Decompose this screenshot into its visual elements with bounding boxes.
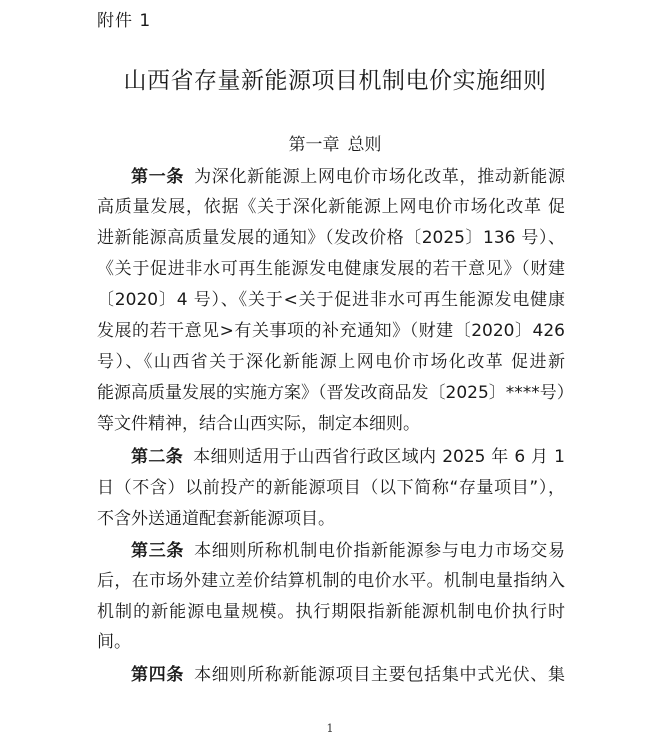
article-1-line-4: 《关于促进非水可再生能源发电健康发展的若干意见》（财建 <box>97 259 565 279</box>
article-1-line-2: 高质量发展，依据《关于深化新能源上网电价市场化改革 促 <box>97 197 565 217</box>
chapter-number: 第一章 <box>288 135 340 155</box>
article-1-label: 第一条 <box>131 167 185 187</box>
article-1-line-5: 〔2020〕4 号）、《关于<关于促进非水可再生能源发电健康 <box>97 290 565 310</box>
article-1-line-6: 发展的若干意见>有关事项的补充通知》（财建〔2020〕426 <box>97 321 565 341</box>
article-1-line-7: 号）、《山西省关于深化新能源上网电价市场化改革 促进新 <box>97 352 565 372</box>
article-3-label: 第三条 <box>131 541 185 561</box>
article-1-line-9: 等文件精神，结合山西实际，制定本细则。 <box>97 414 420 434</box>
chapter-heading <box>0 133 660 157</box>
article-2-line-1: 第二条 本细则适用于山西省行政区域内 2025 年 6 月 1 <box>131 447 565 467</box>
document-title: 山西省存量新能源项目机制电价实施细则 <box>123 68 547 94</box>
article-2-line-2: 日（不含）以前投产的新能源项目（以下简称“存量项目”）， <box>97 478 565 498</box>
article-3-line-1: 第三条 本细则所称机制电价指新能源参与电力市场交易 <box>131 541 566 561</box>
article-1-line-8: 能源高质量发展的实施方案》（晋发改商品发〔2025〕****号） <box>97 383 574 403</box>
article-3-line-3: 机制的新能源电量规模。执行期限指新能源机制电价执行时 <box>97 602 565 622</box>
article-1-line-3: 进新能源高质量发展的通知》（发改价格〔2025〕136 号）、 <box>97 228 565 248</box>
page-number: 1 <box>326 722 334 735</box>
article-1-line-1: 第一条 为深化新能源上网电价市场化改革，推动新能源 <box>131 167 566 187</box>
article-3-line-2: 后，在市场外建立差价结算机制的电价水平。机制电量指纳入 <box>97 571 565 591</box>
article-4-label: 第四条 <box>131 665 185 685</box>
article-2-label: 第二条 <box>131 447 184 467</box>
chapter-name: 总则 <box>347 135 382 155</box>
article-3-line-4: 间。 <box>97 632 131 652</box>
article-2-line-3: 不含外送通道配套新能源项目。 <box>97 509 335 529</box>
article-4-line-1: 第四条 本细则所称新能源项目主要包括集中式光伏、集 <box>131 665 566 685</box>
attachment-label: 附件 1 <box>97 11 152 31</box>
